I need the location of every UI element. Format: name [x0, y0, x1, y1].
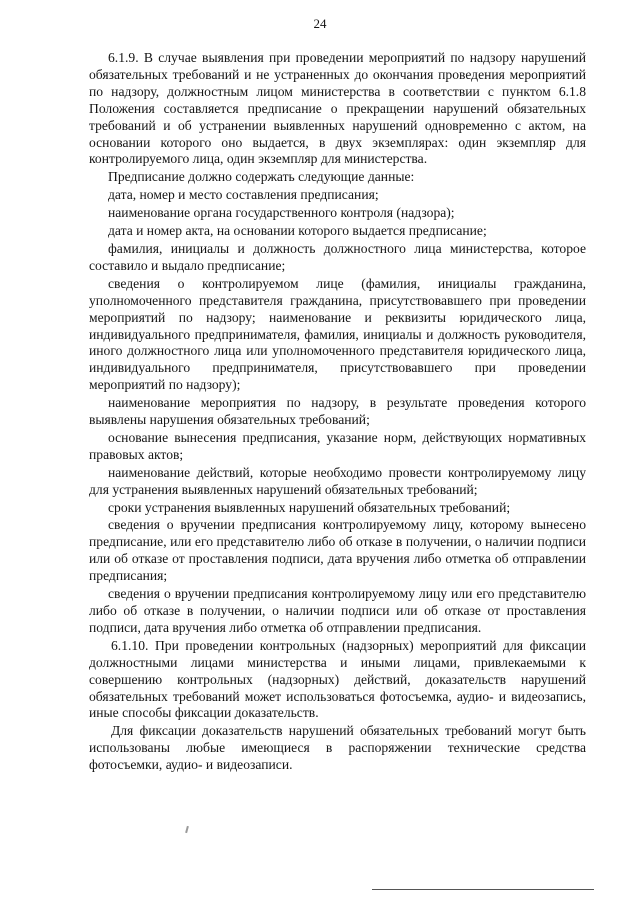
list-item-required-actions: наименование действий, которые необходимо провести контролируемому лицу для устранения выявленных нарушений обязательных требований;	[89, 464, 586, 497]
list-item-grounds: основание вынесения предписания, указание норм, действующих нормативных правовых актов;	[89, 429, 586, 462]
page-number: 24	[313, 16, 327, 31]
paragraph-6-1-9: 6.1.9. В случае выявления при проведении мероприятий по надзору нарушений обязательных требований и не устраненных до окончания проведения мероприятий по надзору, должностным лицом министерства в соответствии с пунктом 6.1.8 Положения составляется предписание о прекращении нарушений обязательных требований и об устранении выявленных нарушений одновременно с актом, на основании которого оно выдается, в двух экземплярах: один экземпляр для контролируемого лица, один экземпляр для министерства.	[89, 50, 586, 167]
paragraph-prescription-intro: Предписание должно содержать следующие данные:	[108, 169, 415, 185]
list-item-delivery-info-1: сведения о вручении предписания контролируемому лицу, которому вынесено предписание, или его представителю либо об отказе в получении, о наличии подписи или об отказе от проставления подписи, дата вручения либо отметка об отправлении предписания;	[89, 517, 586, 584]
list-item-delivery-info-2: сведения о вручении предписания контролируемому лицу или его представителю либо об отказе в получении, о наличии подписи или об отказе от проставления подписи, дата вручения либо отметка об отправлении предписания.	[89, 586, 586, 635]
list-item-event-name: наименование мероприятия по надзору, в результате проведения которого выявлены нарушения обязательных требований;	[89, 395, 586, 428]
list-item-deadlines: сроки устранения выявленных нарушений обязательных требований;	[108, 499, 511, 515]
paragraph-6-1-10: 6.1.10. При проведении контрольных (надзорных) мероприятий для фиксации должностными лицами министерства и иными лицами, привлекаемыми к совершению контрольных (надзорных) действий, доказательств нарушений обязательных требований может использоваться фотосъемка, аудио- и видеозапись, иные способы фиксации доказательств.	[89, 637, 586, 721]
paragraph-evidence-means: Для фиксации доказательств нарушений обязательных требований могут быть использованы любые имеющиеся в распоряжении технические средства фотосъемки, аудио- и видеозаписи.	[89, 723, 586, 773]
list-item-official-name: фамилия, инициалы и должность должностного лица министерства, которое составило и выдало предписание;	[89, 240, 586, 273]
list-item-controlled-person: сведения о контролируемом лице (фамилия, инициалы гражданина, уполномоченного представителя гражданина, присутствовавшего при проведении мероприятий по надзору; наименование и реквизиты юридического лица, индивидуального предпринимателя, фамилия, инициалы и должность руководителя, иного должностного лица или уполномоченного представителя юридического лица, индивидуального предпринимателя, присутствовавшего при проведении мероприятий по надзору);	[89, 275, 586, 393]
list-item-control-body: наименование органа государственного контроля (надзора);	[108, 205, 455, 221]
list-item-act-date-number: дата и номер акта, на основании которого выдается предписание;	[108, 223, 487, 239]
scan-mark	[185, 826, 189, 833]
footer-rule	[372, 889, 594, 890]
document-body	[89, 50, 586, 774]
list-item-date-number-place: дата, номер и место составления предписания;	[108, 187, 379, 203]
